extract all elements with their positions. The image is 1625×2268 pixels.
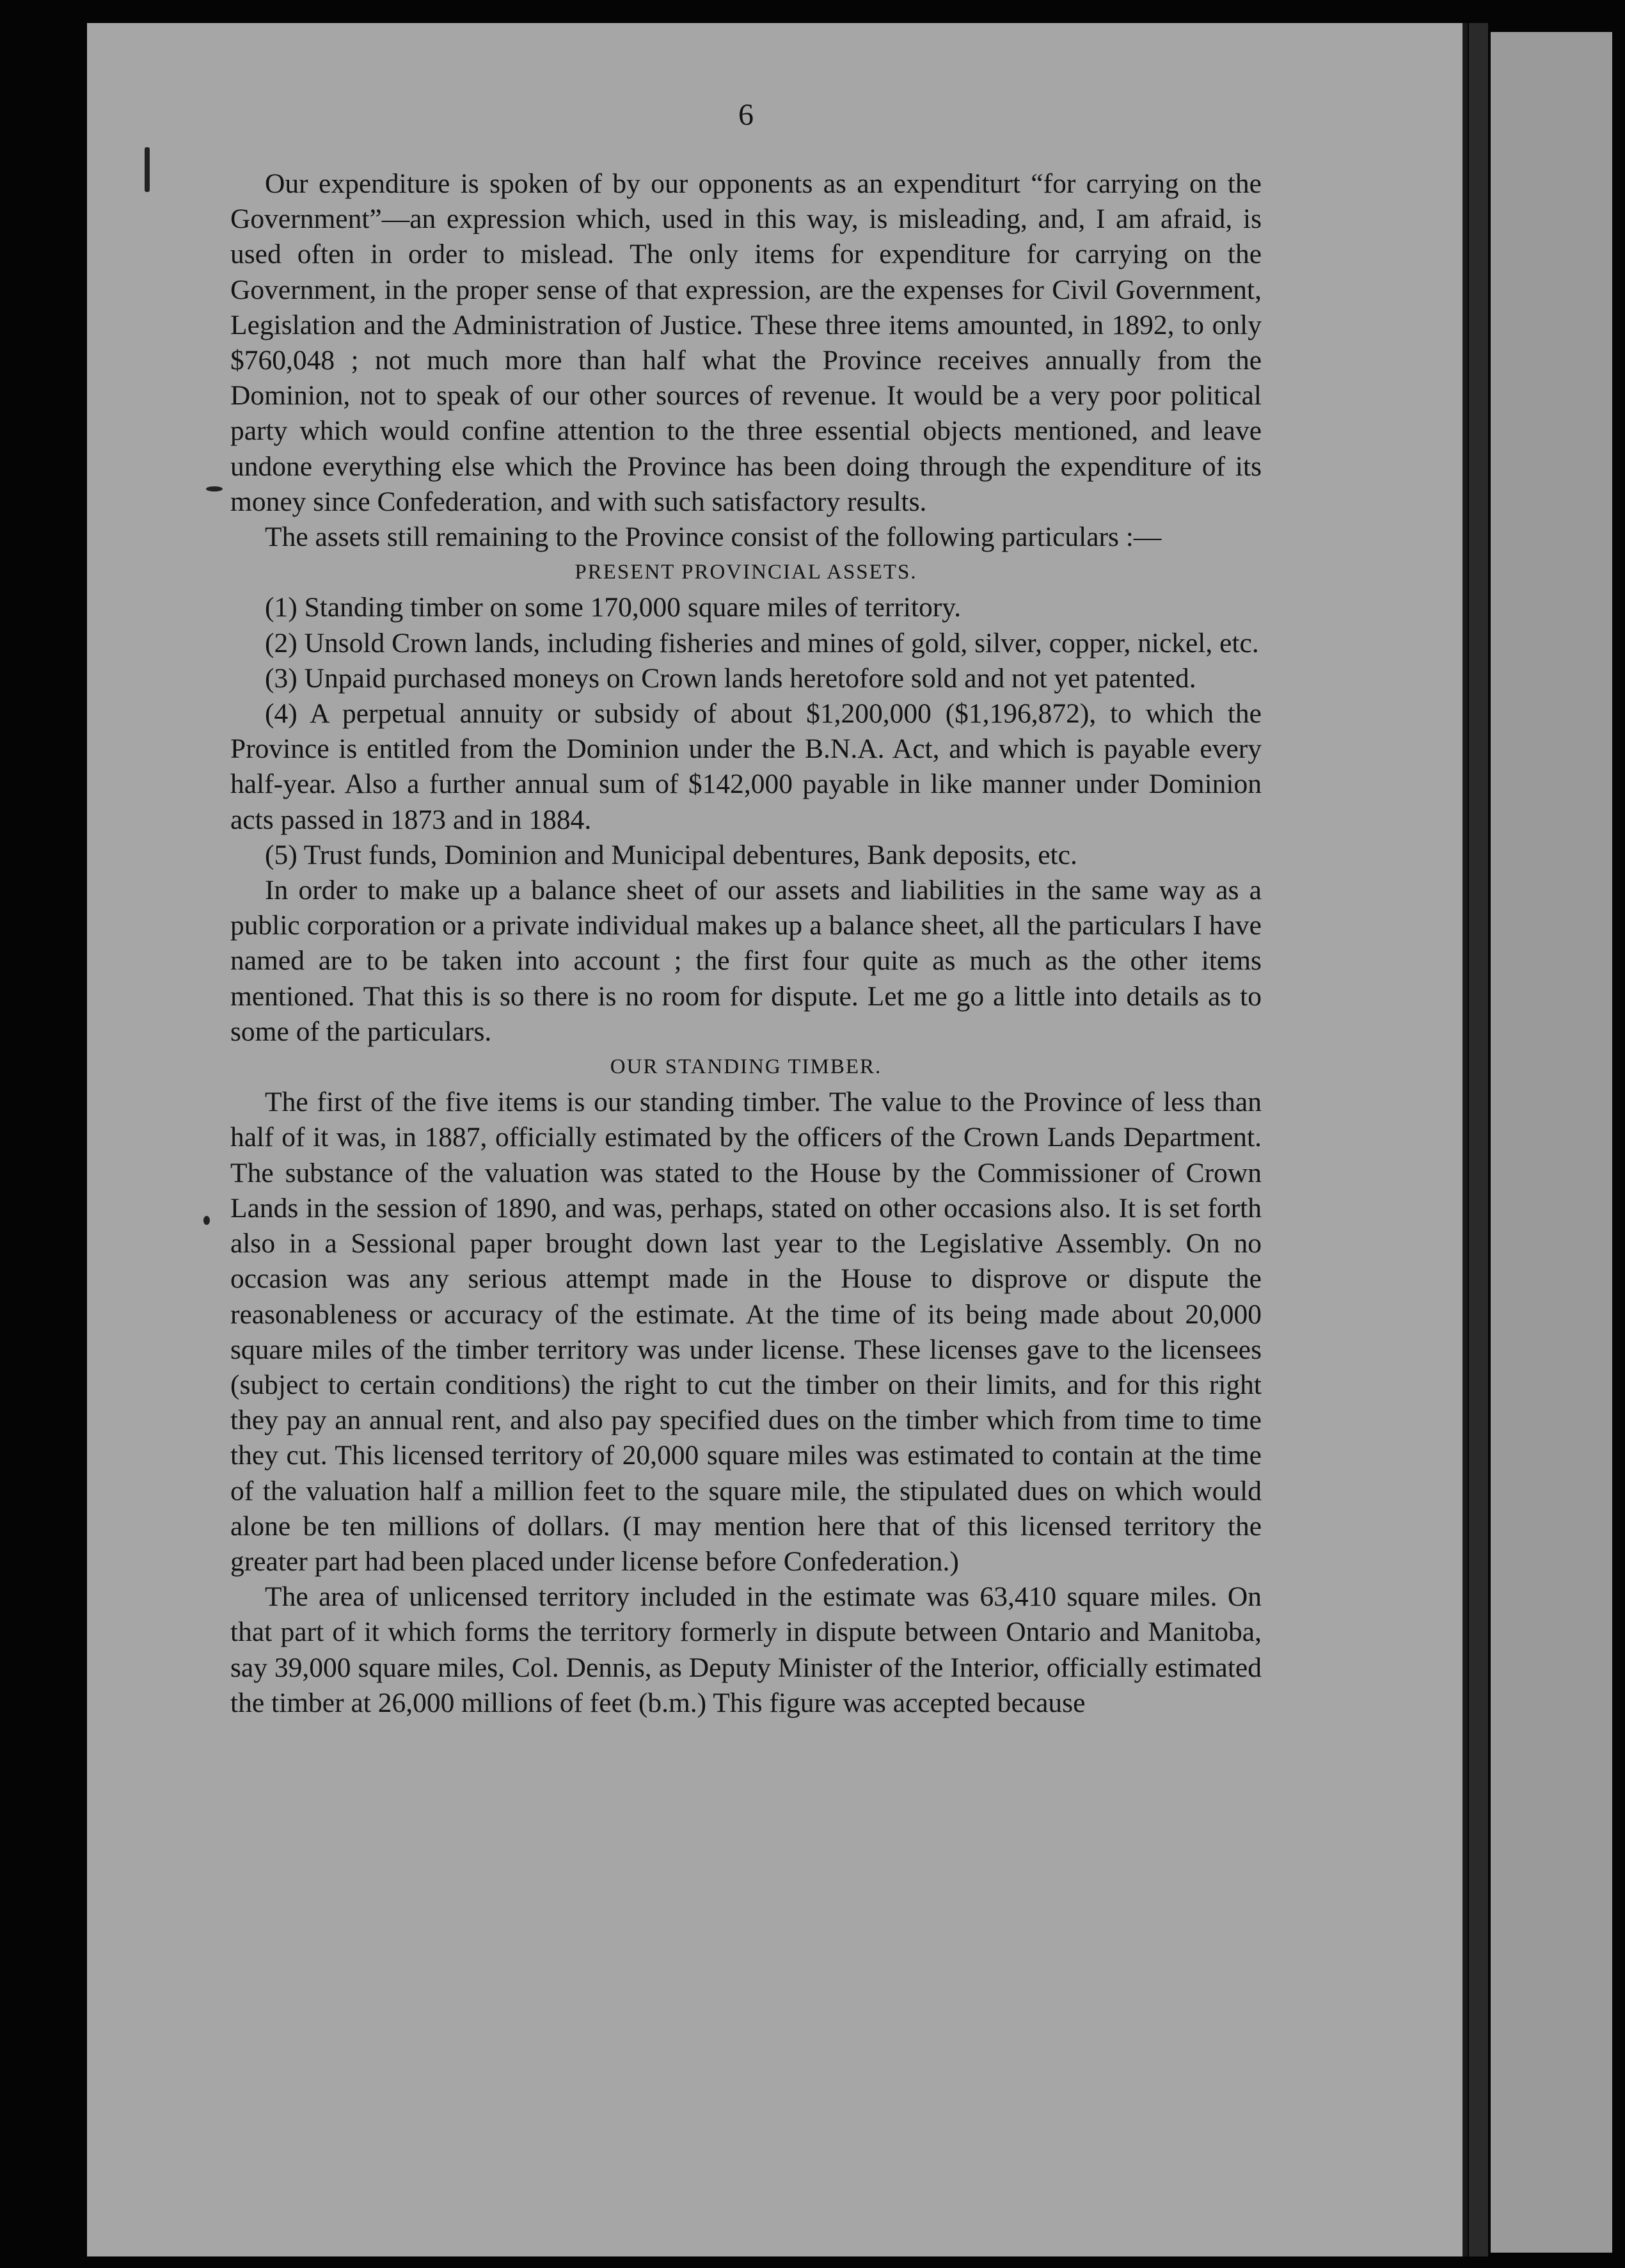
- asset-item: (3) Unpaid purchased moneys on Crown lands heretofore sold and not yet patented.: [265, 662, 1196, 694]
- paragraph-expenditure: Our expenditure is spoken of by our opponents as an expenditurt “for carrying on the Government”—an expression which, used in this way, is misleading, and, I am afraid, is used often in order to mislead. The only items for expenditure for carrying on the Government, in the proper sense of that expression, are the expenses for Civil Government, Legislation and the Administration of Justice. These three items amounted, in 1892, to only $760,048 ; not much more than half what the Province receives annually from the Dominion, not to speak of our other sources of revenue. It would be a very poor political party which would confine attention to the three essential objects mentioned, and leave undone everything else which the Province has been doing through the expenditure of its money since Confederation, and with such satisfactory results.: [230, 168, 1262, 517]
- asset-item: (2) Unsold Crown lands, including fisheries and mines of gold, silver, copper, nickel, etc.: [265, 627, 1259, 659]
- scan-mark: [145, 147, 150, 192]
- asset-item: (4) A perpetual annuity or subsidy of about $1,200,000 ($1,196,872), to which the Province is entitled from the Dominion under the B.N.A. Act, and which is payable every half-year. Also a further annual sum of $142,000 payable in like manner under Dominion acts passed in 1873 and in 1884.: [230, 698, 1262, 835]
- page-body: [230, 96, 1262, 1721]
- paragraph-unlicensed-territory: The area of unlicensed territory included in the estimate was 63,410 square miles. On that part of it which forms the territory formerly in dispute between Ontario and Manitoba, say 39,000 square miles, Col. Dennis, as Deputy Minister of the Interior, officially estimated the timber at 26,000 millions of feet (b.m.) This figure was accepted because: [230, 1581, 1262, 1718]
- adjacent-page-edge: [1491, 32, 1612, 2253]
- scan-speck: [203, 1216, 210, 1225]
- page-gutter: [1469, 23, 1488, 2256]
- paragraph-assets-intro: The assets still remaining to the Province consist of the following particulars :—: [265, 522, 1162, 553]
- scan-speck: [206, 486, 223, 491]
- asset-item: (1) Standing timber on some 170,000 square miles of territory.: [265, 592, 962, 623]
- paragraph-balance-sheet: In order to make up a balance sheet of our assets and liabilities in the same way as a public corporation or a private individual makes up a balance sheet, all the particulars I have named are to be taken into account ; the first four quite as much as the other items mentioned. That this is so there is no room for dispute. Let me go a little into details as to some of the particulars.: [230, 875, 1262, 1047]
- paragraph-timber-valuation: The first of the five items is our standing timber. The value to the Province of less than half of it was, in 1887, officially estimated by the officers of the Crown Lands Department. The substance of the valuation was stated to the House by the Commissioner of Crown Lands in the session of 1890, and was, perhaps, stated on other occasions also. It is set forth also in a Sessional paper brought down last year to the Legislative Assembly. On no occasion was any serious attempt made in the House to disprove or dispute the reasonableness or accuracy of the estimate. At the time of its being made about 20,000 square miles of the timber territory was under license. These licenses gave to the licensees (subject to certain conditions) the right to cut the timber on their limits, and for this right they pay an annual rent, and also pay specified dues on the timber which from time to time they cut. This licensed territory of 20,000 square miles was estimated to contain at the time of the valuation half a million feet to the square mile, the stipulated dues on which would alone be ten millions of dollars. (I may mention here that of this licensed territory the greater part had been placed under license before Confederation.): [230, 1087, 1262, 1577]
- section-heading-assets: PRESENT PROVINCIAL ASSETS.: [575, 561, 917, 584]
- page-number: 6: [738, 98, 754, 132]
- asset-item: (5) Trust funds, Dominion and Municipal debentures, Bank deposits, etc.: [265, 839, 1077, 870]
- section-heading-timber: OUR STANDING TIMBER.: [610, 1055, 882, 1079]
